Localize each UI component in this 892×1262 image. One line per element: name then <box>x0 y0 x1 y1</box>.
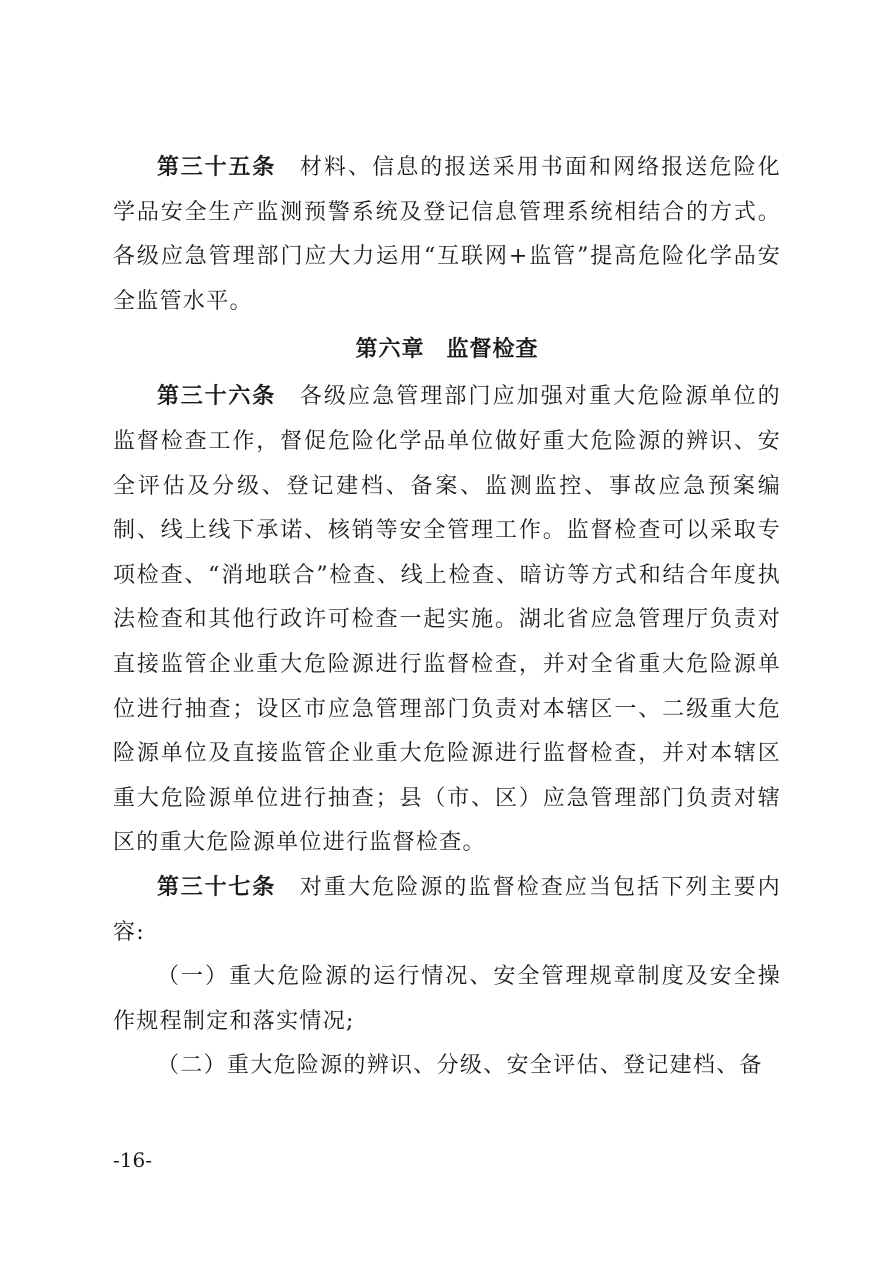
article-35-heading: 第三十五条 <box>157 155 276 180</box>
article-37-body: 对重大危险源的监督检查应当包括下列主要内容: <box>113 874 781 945</box>
article-37 <box>113 866 781 955</box>
chapter-title: 监督检查 <box>446 337 539 363</box>
list-item: （二）重大危险源的辨识、分级、安全评估、登记建档、备 <box>157 1053 763 1079</box>
page-number: -16- <box>113 1148 152 1172</box>
article-36-body: 各级应急管理部门应加强对重大危险源单位的监督检查工作，督促危险化学品单位做好重大危险源的辨识、安全评估及分级、登记建档、备案、监测监控、事故应急预案编制、线上线下承诺、核销等安全管理工作。监督检查可以采取专项检查、“消地联合”检查、线上检查、暗访等方式和结合年度执法检查和其他行政许可检查一起实施。湖北省应急管理厅负责对直接监管企业重大危险源进行监督检查，并对全省重大危险源单位进行抽查；设区市应急管理部门负责对本辖区一、二级重大危险源单位及直接监管企业重大危险源进行监督检查，并对本辖区重大危险源单位进行抽查；县（市、区）应急管理部门负责对辖区的重大危险源单位进行监督检查。 <box>113 384 781 856</box>
article-35 <box>113 146 781 324</box>
article-35-body: 材料、信息的报送采用书面和网络报送危险化学品安全生产监测预警系统及登记信息管理系统相结合的方式。各级应急管理部门应大力运用“互联网+监管”提高危险化学品安全监管水平。 <box>113 155 781 314</box>
list-item: （一）重大危险源的运行情况、安全管理规章制度及安全操作规程制定和落实情况; <box>113 964 781 1034</box>
article-37-heading: 第三十七条 <box>157 874 276 900</box>
article-36 <box>113 375 781 866</box>
article-36-heading: 第三十六条 <box>157 384 276 410</box>
chapter-heading <box>113 328 781 372</box>
chapter-number: 第六章 <box>355 337 425 363</box>
document-body <box>113 146 781 1089</box>
